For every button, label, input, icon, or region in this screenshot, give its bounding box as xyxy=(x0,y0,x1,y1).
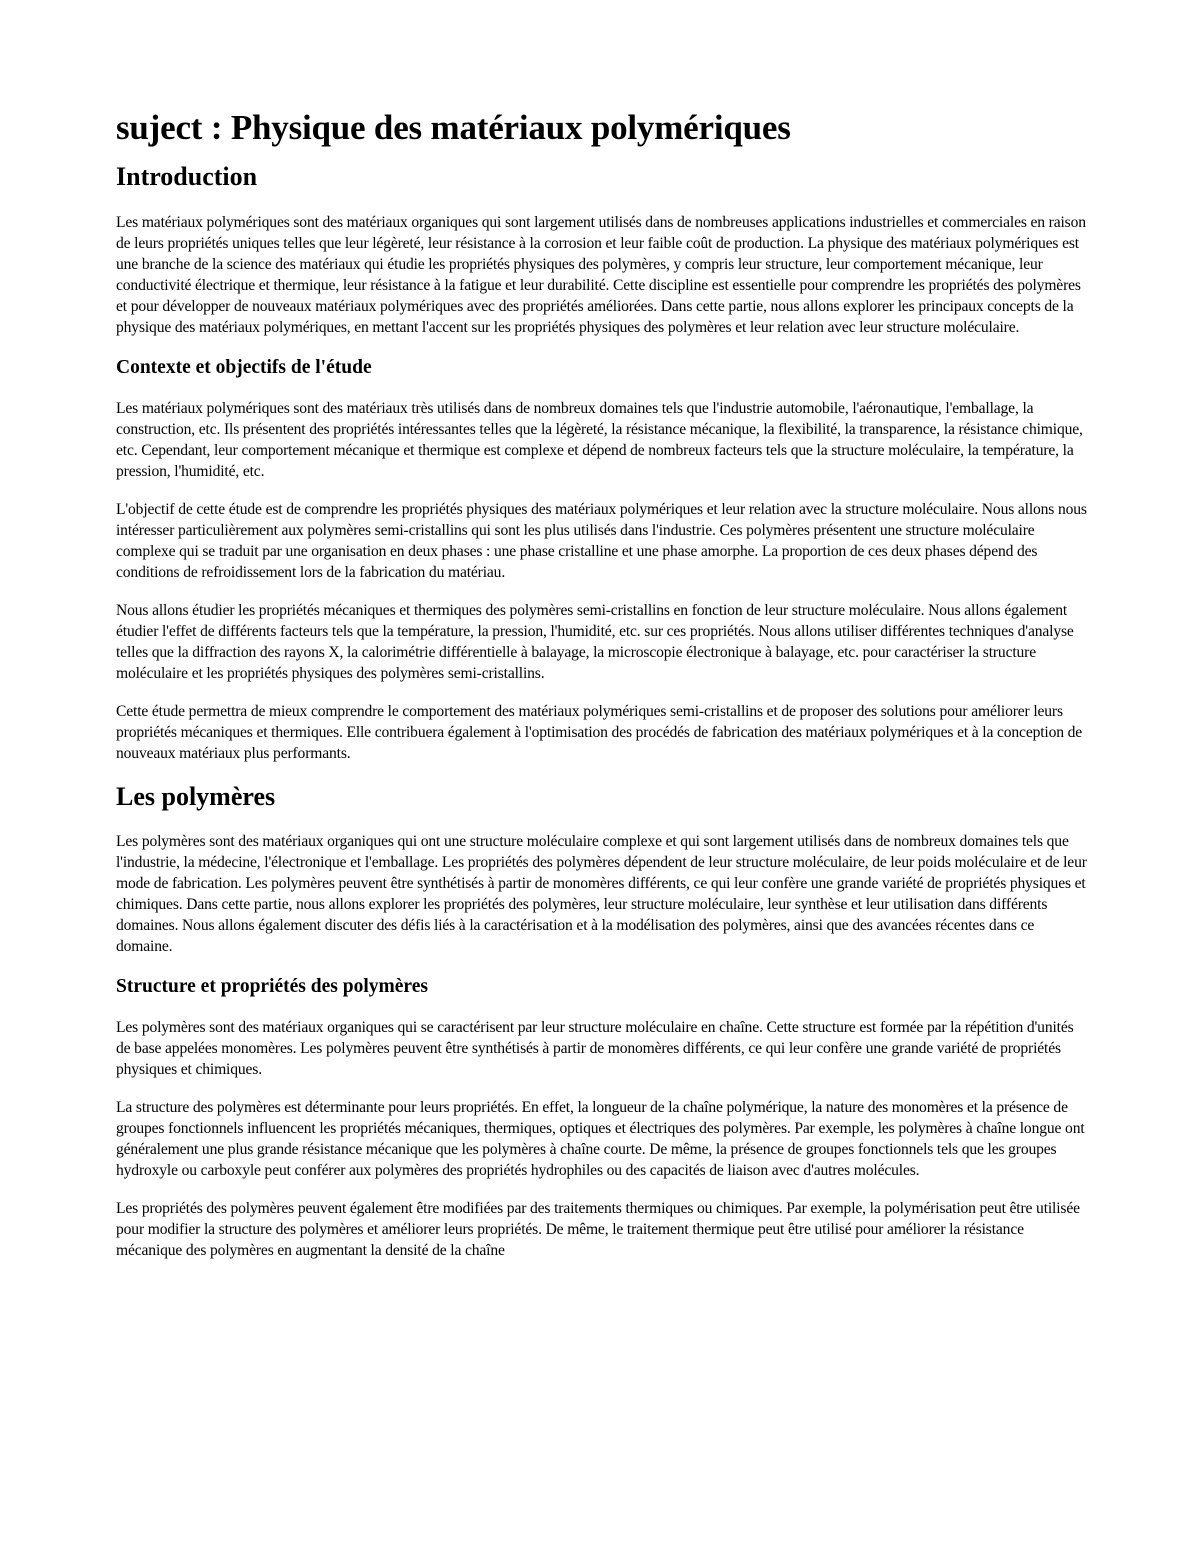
paragraph: Cette étude permettra de mieux comprendre le comportement des matériaux polymériques semi-cristallins et de proposer des solutions pour améliorer leurs propriétés mécaniques et thermiques. Elle contribuera également à l'optimisation des procédés de fabrication des matériaux polymériques et à la conception de nouveaux matériaux plus performants. xyxy=(116,702,1083,762)
paragraph: Les matériaux polymériques sont des matériaux très utilisés dans de nombreux domaines tels que l'industrie automobile, l'aéronautique, l'emballage, la construction, etc. Ils présentent des propriétés intéressantes telles que la légèreté, la résistance mécanique, la flexibilité, la transparence, la résistance chimique, etc. Cependant, leur comportement mécanique et thermique est complexe et dépend de nombreux facteurs tels que la structure moléculaire, la température, la pression, l'humidité, etc. xyxy=(116,399,1083,480)
subsection-heading-structure: Structure et propriétés des polymères xyxy=(116,976,428,998)
document-title: suject : Physique des matériaux polymériques xyxy=(116,108,791,147)
paragraph: L'objectif de cette étude est de comprendre les propriétés physiques des matériaux polymériques et leur relation avec la structure moléculaire. Nous allons nous intéresser particulièrement aux polymères semi-cristallins qui sont les plus utilisés dans l'industrie. Ces polymères présentent une structure moléculaire complexe qui se traduit par une organisation en deux phases : une phase cristalline et une phase amorphe. La proportion de ces deux phases dépend des conditions de refroidissement lors de la fabrication du matériau. xyxy=(116,500,1087,581)
paragraph: Les polymères sont des matériaux organiques qui ont une structure moléculaire complexe et qui sont largement utilisés dans de nombreux domaines tels que l'industrie, la médecine, l'électronique et l'emballage. Les propriétés des polymères dépendent de leur structure moléculaire, de leur poids moléculaire et de leur mode de fabrication. Les polymères peuvent être synthétisés à partir de monomères différents, ce qui leur confère une grande variété de propriétés physiques et chimiques. Dans cette partie, nous allons explorer les propriétés des polymères, leur structure moléculaire, leur synthèse et leur utilisation dans différents domaines. Nous allons également discuter des défis liés à la caractérisation et à la modélisation des polymères, ainsi que des avancées récentes dans ce domaine. xyxy=(116,833,1087,956)
document-page xyxy=(116,108,1088,1278)
paragraph: Les polymères sont des matériaux organiques qui se caractérisent par leur structure moléculaire en chaîne. Cette structure est formée par la répétition d'unités de base appelées monomères. Les polymères peuvent être synthétisés à partir de monomères différents, ce qui leur confère une grande variété de propriétés physiques et chimiques. xyxy=(116,1018,1074,1078)
subsection-heading-contexte: Contexte et objectifs de l'étude xyxy=(116,357,372,379)
section-heading-introduction: Introduction xyxy=(116,162,258,192)
paragraph: La structure des polymères est déterminante pour leurs propriétés. En effet, la longueur de la chaîne polymérique, la nature des monomères et la présence de groupes fonctionnels influencent les propriétés mécaniques, thermiques, optiques et électriques des polymères. Par exemple, les polymères à chaîne longue ont généralement une plus grande résistance mécanique que les polymères à chaîne courte. De même, la présence de groupes fonctionnels tels que les groupes hydroxyle ou carboxyle peut conférer aux polymères des propriétés hydrophiles ou des capacités de liaison avec d'autres molécules. xyxy=(116,1098,1085,1179)
paragraph: Nous allons étudier les propriétés mécaniques et thermiques des polymères semi-cristallins en fonction de leur structure moléculaire. Nous allons également étudier l'effet de différents facteurs tels que la température, la pression, l'humidité, etc. sur ces propriétés. Nous allons utiliser différentes techniques d'analyse telles que la diffraction des rayons X, la calorimétrie différentielle à balayage, la microscopie électronique à balayage, etc. pour caractériser la structure moléculaire et les propriétés physiques des polymères semi-cristallins. xyxy=(116,601,1074,682)
paragraph: Les matériaux polymériques sont des matériaux organiques qui sont largement utilisés dans de nombreuses applications industrielles et commerciales en raison de leurs propriétés uniques telles que leur légèreté, leur résistance à la corrosion et leur faible coût de production. La physique des matériaux polymériques est une branche de la science des matériaux qui étudie les propriétés physiques des polymères, y compris leur structure, leur comportement mécanique, leur conductivité électrique et thermique, leur résistance à la fatigue et leur durabilité. Cette discipline est essentielle pour comprendre les propriétés des polymères et pour développer de nouveaux matériaux polymériques avec des propriétés améliorées. Dans cette partie, nous allons explorer les principaux concepts de la physique des matériaux polymériques, en mettant l'accent sur les propriétés physiques des polymères et leur relation avec leur structure moléculaire. xyxy=(116,214,1086,337)
paragraph: Les propriétés des polymères peuvent également être modifiées par des traitements thermiques ou chimiques. Par exemple, la polymérisation peut être utilisée pour modifier la structure des polymères et améliorer leurs propriétés. De même, le traitement thermique peut être utilisé pour améliorer la résistance mécanique des polymères en augmentant la densité de la chaîne xyxy=(116,1199,1080,1259)
section-heading-polymeres: Les polymères xyxy=(116,781,276,811)
